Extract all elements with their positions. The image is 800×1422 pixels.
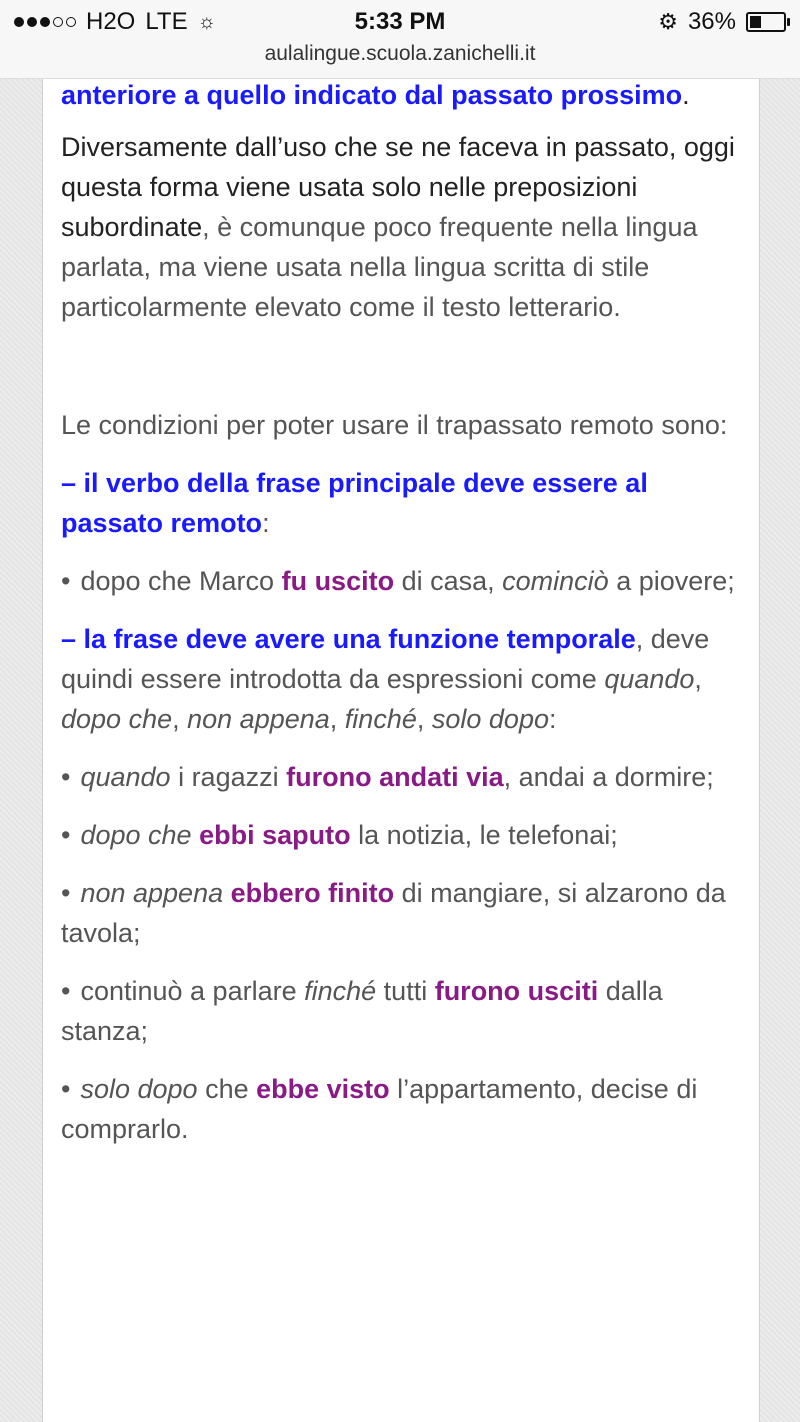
conditions-intro: Le condizioni per poter usare il trapassato remoto sono: — [61, 410, 728, 440]
status-time: 5:33 PM — [354, 8, 446, 35]
example-3: • dopo che ebbi saputo la notizia, le telefonai; — [61, 815, 741, 855]
right-page-gutter — [759, 78, 800, 1422]
example-5: • continuò a parlare finché tutti furono usciti dalla stanza; — [61, 971, 741, 1051]
status-bar — [0, 6, 800, 38]
battery-percent: 36% — [687, 8, 736, 35]
orientation-lock-icon: ⚙ — [658, 9, 678, 34]
condition-2: – la frase deve avere una funzione temporale, deve quindi essere introdotta da espressioni come quando, dopo che, non appena, finché, solo dopo: — [61, 624, 710, 734]
battery-icon — [746, 12, 786, 32]
network-type: LTE — [145, 8, 188, 35]
usage-paragraph — [61, 127, 741, 327]
article-content — [43, 78, 759, 1422]
left-page-gutter — [0, 78, 43, 1422]
address-bar-url[interactable]: aulalingue.scuola.zanichelli.it — [264, 42, 536, 65]
activity-spinner-icon: ☼ — [197, 10, 216, 33]
intro-highlight: anteriore a quello indicato dal passato prossimo — [61, 80, 683, 110]
example-4: • non appena ebbero finito di mangiare, si alzarono da tavola; — [61, 873, 741, 953]
status-right — [658, 8, 786, 36]
usage-dark-text: Diversamente dall’uso che se ne faceva in passato, oggi questa forma viene usata solo nelle preposizioni subordinate — [61, 132, 735, 242]
example-2: • quando i ragazzi furono andati via, andai a dormire; — [61, 757, 741, 797]
browser-top-bar — [0, 0, 800, 79]
condition-1: – il verbo della frase principale deve essere al passato remoto: — [61, 468, 648, 538]
usage-rest-text: , è comunque poco frequente nella lingua parlata, ma viene usata nella lingua scritta di stile particolarmente elevato come il testo letterario. — [61, 212, 698, 322]
intro-paragraph: anteriore a quello indicato dal passato prossimo. — [61, 80, 690, 110]
carrier-name: H2O — [86, 8, 136, 35]
example-6: • solo dopo che ebbe visto l’appartamento, decise di comprarlo. — [61, 1069, 741, 1149]
example-1: • dopo che Marco fu uscito di casa, cominciò a piovere; — [61, 561, 741, 601]
